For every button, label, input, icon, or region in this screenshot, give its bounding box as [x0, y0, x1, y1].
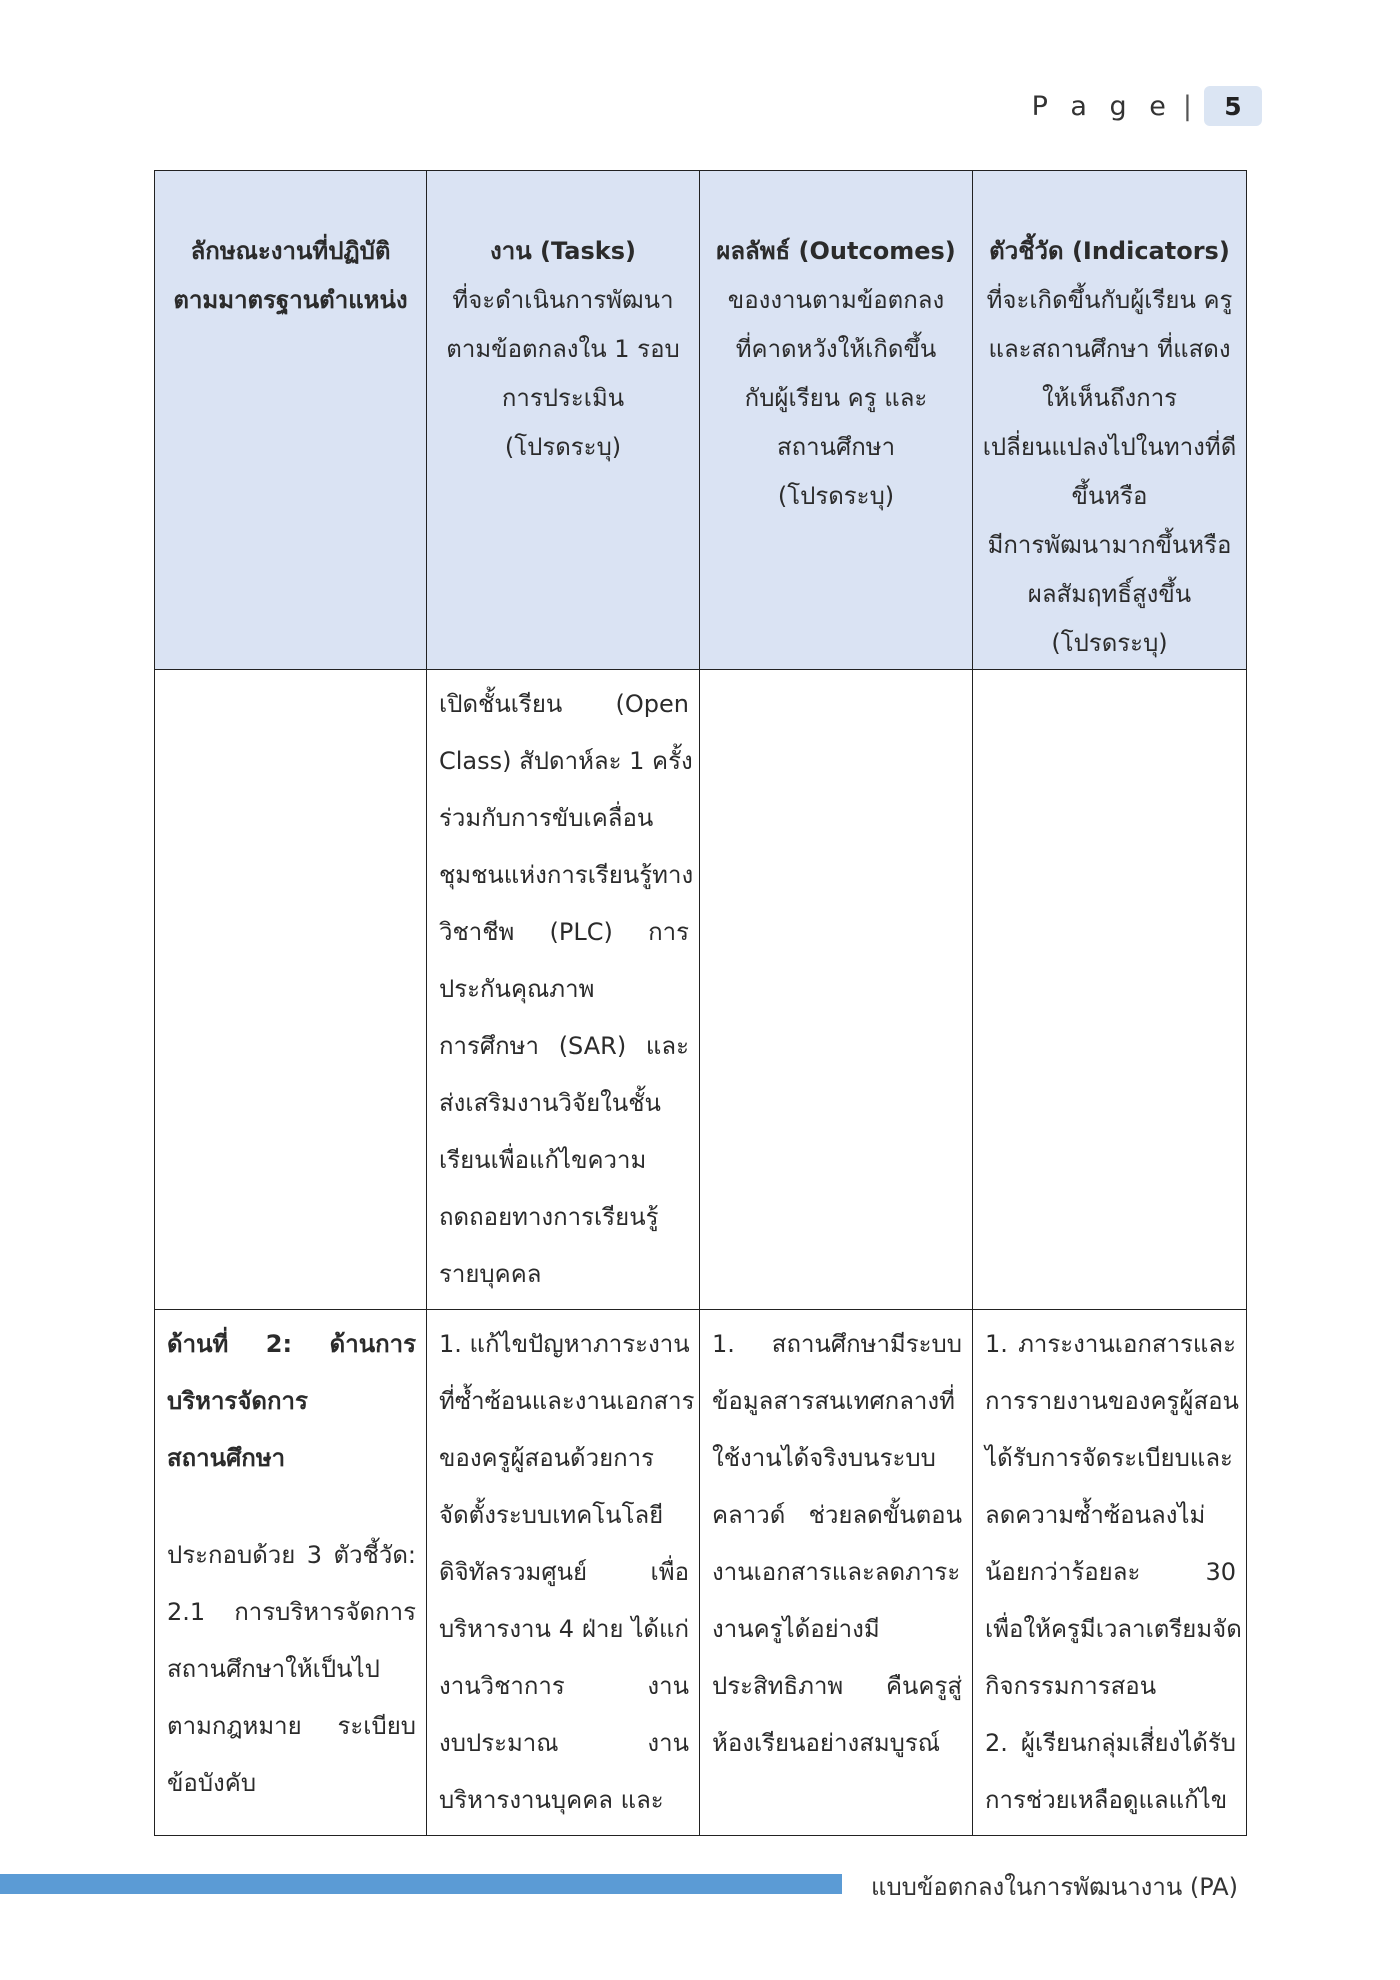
- cell-empty-characteristics: [155, 670, 427, 1310]
- text-line: ร่วมกับการขับเคลื่อน: [439, 804, 654, 832]
- text-line: ลดความซ้ำซ้อนลงไม่: [985, 1501, 1206, 1529]
- header-line: และสถานศึกษา ที่แสดง: [988, 335, 1231, 363]
- text-line: ประกอบด้วย 3 ตัวชี้วัด:: [167, 1541, 416, 1569]
- text-line: ถดถอยทางการเรียนรู้: [439, 1203, 659, 1231]
- text-line: สถานศึกษาให้เป็นไป: [167, 1655, 380, 1683]
- text-line: 1. สถานศึกษามีระบบ: [712, 1330, 962, 1358]
- text-line: การรายงานของครูผู้สอน: [985, 1387, 1239, 1415]
- text-line: รายบุคคล: [439, 1260, 542, 1288]
- header-line: กับผู้เรียน ครู และ: [744, 384, 928, 412]
- header-line: ผลลัพธ์ (Outcomes): [716, 237, 956, 265]
- section2-description: [167, 1527, 416, 1812]
- text-line: เปิดชั้นเรียน (Open: [439, 690, 689, 718]
- cell-tasks-continuation: [427, 670, 700, 1310]
- header-line: ที่จะดำเนินการพัฒนา: [452, 286, 674, 314]
- text-line: 1. แก้ไขปัญหาภาระงาน: [439, 1330, 690, 1358]
- text-line: ข้อมูลสารสนเทศกลางที่: [712, 1387, 955, 1415]
- cell-section2-tasks: [427, 1310, 700, 1836]
- page-number-badge: 5: [1204, 86, 1262, 126]
- header-cell-job-characteristics: [155, 171, 427, 670]
- section2-tasks-text: [427, 1310, 699, 1835]
- text-line: งบประมาณ งาน: [439, 1729, 689, 1757]
- section2-outcomes-text: [700, 1310, 972, 1778]
- header-line: (โปรดระบุ): [504, 433, 622, 461]
- header-cell-indicators: [973, 171, 1247, 670]
- section2-title: [167, 1316, 416, 1487]
- header-line: สถานศึกษา: [776, 433, 896, 461]
- header-line: (โปรดระบุ): [1051, 629, 1168, 657]
- text-line: การศึกษา (SAR) และ: [439, 1032, 689, 1060]
- table-row: [155, 670, 1247, 1310]
- table-row: [155, 1310, 1247, 1836]
- page-label: P a g e: [1031, 90, 1173, 122]
- text-line: ประสิทธิภาพ คืนครูสู่: [712, 1672, 962, 1700]
- footer-accent-bar: [0, 1874, 842, 1894]
- text-line: ใช้งานได้จริงบนระบบ: [712, 1444, 936, 1472]
- section2-indicators-text: [973, 1310, 1246, 1835]
- footer-title: แบบข้อตกลงในการพัฒนางาน (PA): [870, 1873, 1238, 1901]
- header-line: ผลสัมฤทธิ์สูงขึ้น: [1027, 580, 1192, 608]
- cell-empty-indicators: [973, 670, 1247, 1310]
- header-col-4: [973, 171, 1246, 669]
- header-line: ของงานตามข้อตกลง: [727, 286, 945, 314]
- header-col-1: [155, 171, 426, 669]
- text-line: คลาวด์ ช่วยลดขั้นตอน: [712, 1501, 962, 1529]
- text-line: ได้รับการจัดระเบียบและ: [985, 1444, 1233, 1472]
- text-line: วิชาชีพ (PLC) การ: [439, 918, 689, 946]
- header-col-2: [427, 171, 699, 669]
- header-line: ขึ้นหรือ: [1071, 482, 1148, 510]
- header-line: ตามมาตรฐานตำแหน่ง: [173, 286, 408, 314]
- header-cell-outcomes: [700, 171, 973, 670]
- text-line: 1. ภาระงานเอกสารและ: [985, 1330, 1236, 1358]
- text-line: ตามกฎหมาย ระเบียบ: [167, 1712, 416, 1740]
- text-line: การช่วยเหลือดูแลแก้ไข: [985, 1786, 1228, 1814]
- page-header: [1032, 86, 1262, 126]
- text-line: ของครูผู้สอนด้วยการ: [439, 1444, 655, 1472]
- header-line: มีการพัฒนามากขึ้นหรือ: [987, 531, 1232, 559]
- pa-agreement-table: [154, 170, 1247, 1836]
- text-line: บริหารงาน 4 ฝ่าย ได้แก่: [439, 1615, 689, 1643]
- text-line: งานเอกสารและลดภาระ: [712, 1558, 961, 1586]
- page-separator: |: [1182, 90, 1192, 122]
- header-col-3: [700, 171, 972, 669]
- cell-section2-characteristics: [155, 1310, 427, 1836]
- cell-section2-outcomes: [700, 1310, 973, 1836]
- text-line: เพื่อให้ครูมีเวลาเตรียมจัด: [985, 1615, 1242, 1643]
- table-header-row: [155, 171, 1247, 670]
- tasks-continuation-text: [427, 670, 699, 1309]
- header-line: การประเมิน: [501, 384, 625, 412]
- header-line: เปลี่ยนแปลงไปในทางที่ดี: [982, 433, 1237, 461]
- header-line: งาน (Tasks): [490, 237, 636, 265]
- header-line: ที่คาดหวังให้เกิดขึ้น: [735, 335, 937, 363]
- text-line: ส่งเสริมงานวิจัยในชั้น: [439, 1089, 661, 1117]
- text-line: ด้านที่ 2: ด้านการ: [167, 1330, 416, 1358]
- text-line: น้อยกว่าร้อยละ 30: [985, 1558, 1236, 1586]
- cell-empty-outcomes: [700, 670, 973, 1310]
- header-line: ตามข้อตกลงใน 1 รอบ: [446, 335, 680, 363]
- text-line: ชุมชนแห่งการเรียนรู้ทาง: [439, 861, 694, 889]
- text-line: 2.1 การบริหารจัดการ: [167, 1598, 416, 1626]
- text-line: 2. ผู้เรียนกลุ่มเสี่ยงได้รับ: [985, 1729, 1236, 1757]
- header-line: ที่จะเกิดขึ้นกับผู้เรียน ครู: [986, 286, 1233, 314]
- text-line: บริหารงานบุคคล และ: [439, 1786, 664, 1814]
- header-cell-tasks: [427, 171, 700, 670]
- text-line: ข้อบังคับ: [167, 1769, 257, 1797]
- text-line: สถานศึกษา: [167, 1444, 286, 1472]
- text-line: ดิจิทัลรวมศูนย์ เพื่อ: [439, 1558, 689, 1586]
- text-line: กิจกรรมการสอน: [985, 1672, 1157, 1700]
- text-line: ประกันคุณภาพ: [439, 975, 595, 1003]
- header-line: ลักษณะงานที่ปฏิบัติ: [190, 237, 391, 265]
- header-line: ให้เห็นถึงการ: [1041, 384, 1178, 412]
- header-line: (โปรดระบุ): [777, 482, 895, 510]
- text-line: ที่ซ้ำซ้อนและงานเอกสาร: [439, 1387, 695, 1415]
- header-line: ตัวชี้วัด (Indicators): [989, 237, 1230, 265]
- text-line: บริหารจัดการ: [167, 1387, 308, 1415]
- text-line: Class) สัปดาห์ละ 1 ครั้ง: [439, 747, 693, 775]
- cell-section2-indicators: [973, 1310, 1247, 1836]
- text-line: งานครูได้อย่างมี: [712, 1615, 880, 1643]
- text-line: เรียนเพื่อแก้ไขความ: [439, 1146, 647, 1174]
- text-line: จัดตั้งระบบเทคโนโลยี: [439, 1501, 664, 1529]
- text-line: ห้องเรียนอย่างสมบูรณ์: [712, 1729, 941, 1757]
- text-line: งานวิชาการ งาน: [439, 1672, 689, 1700]
